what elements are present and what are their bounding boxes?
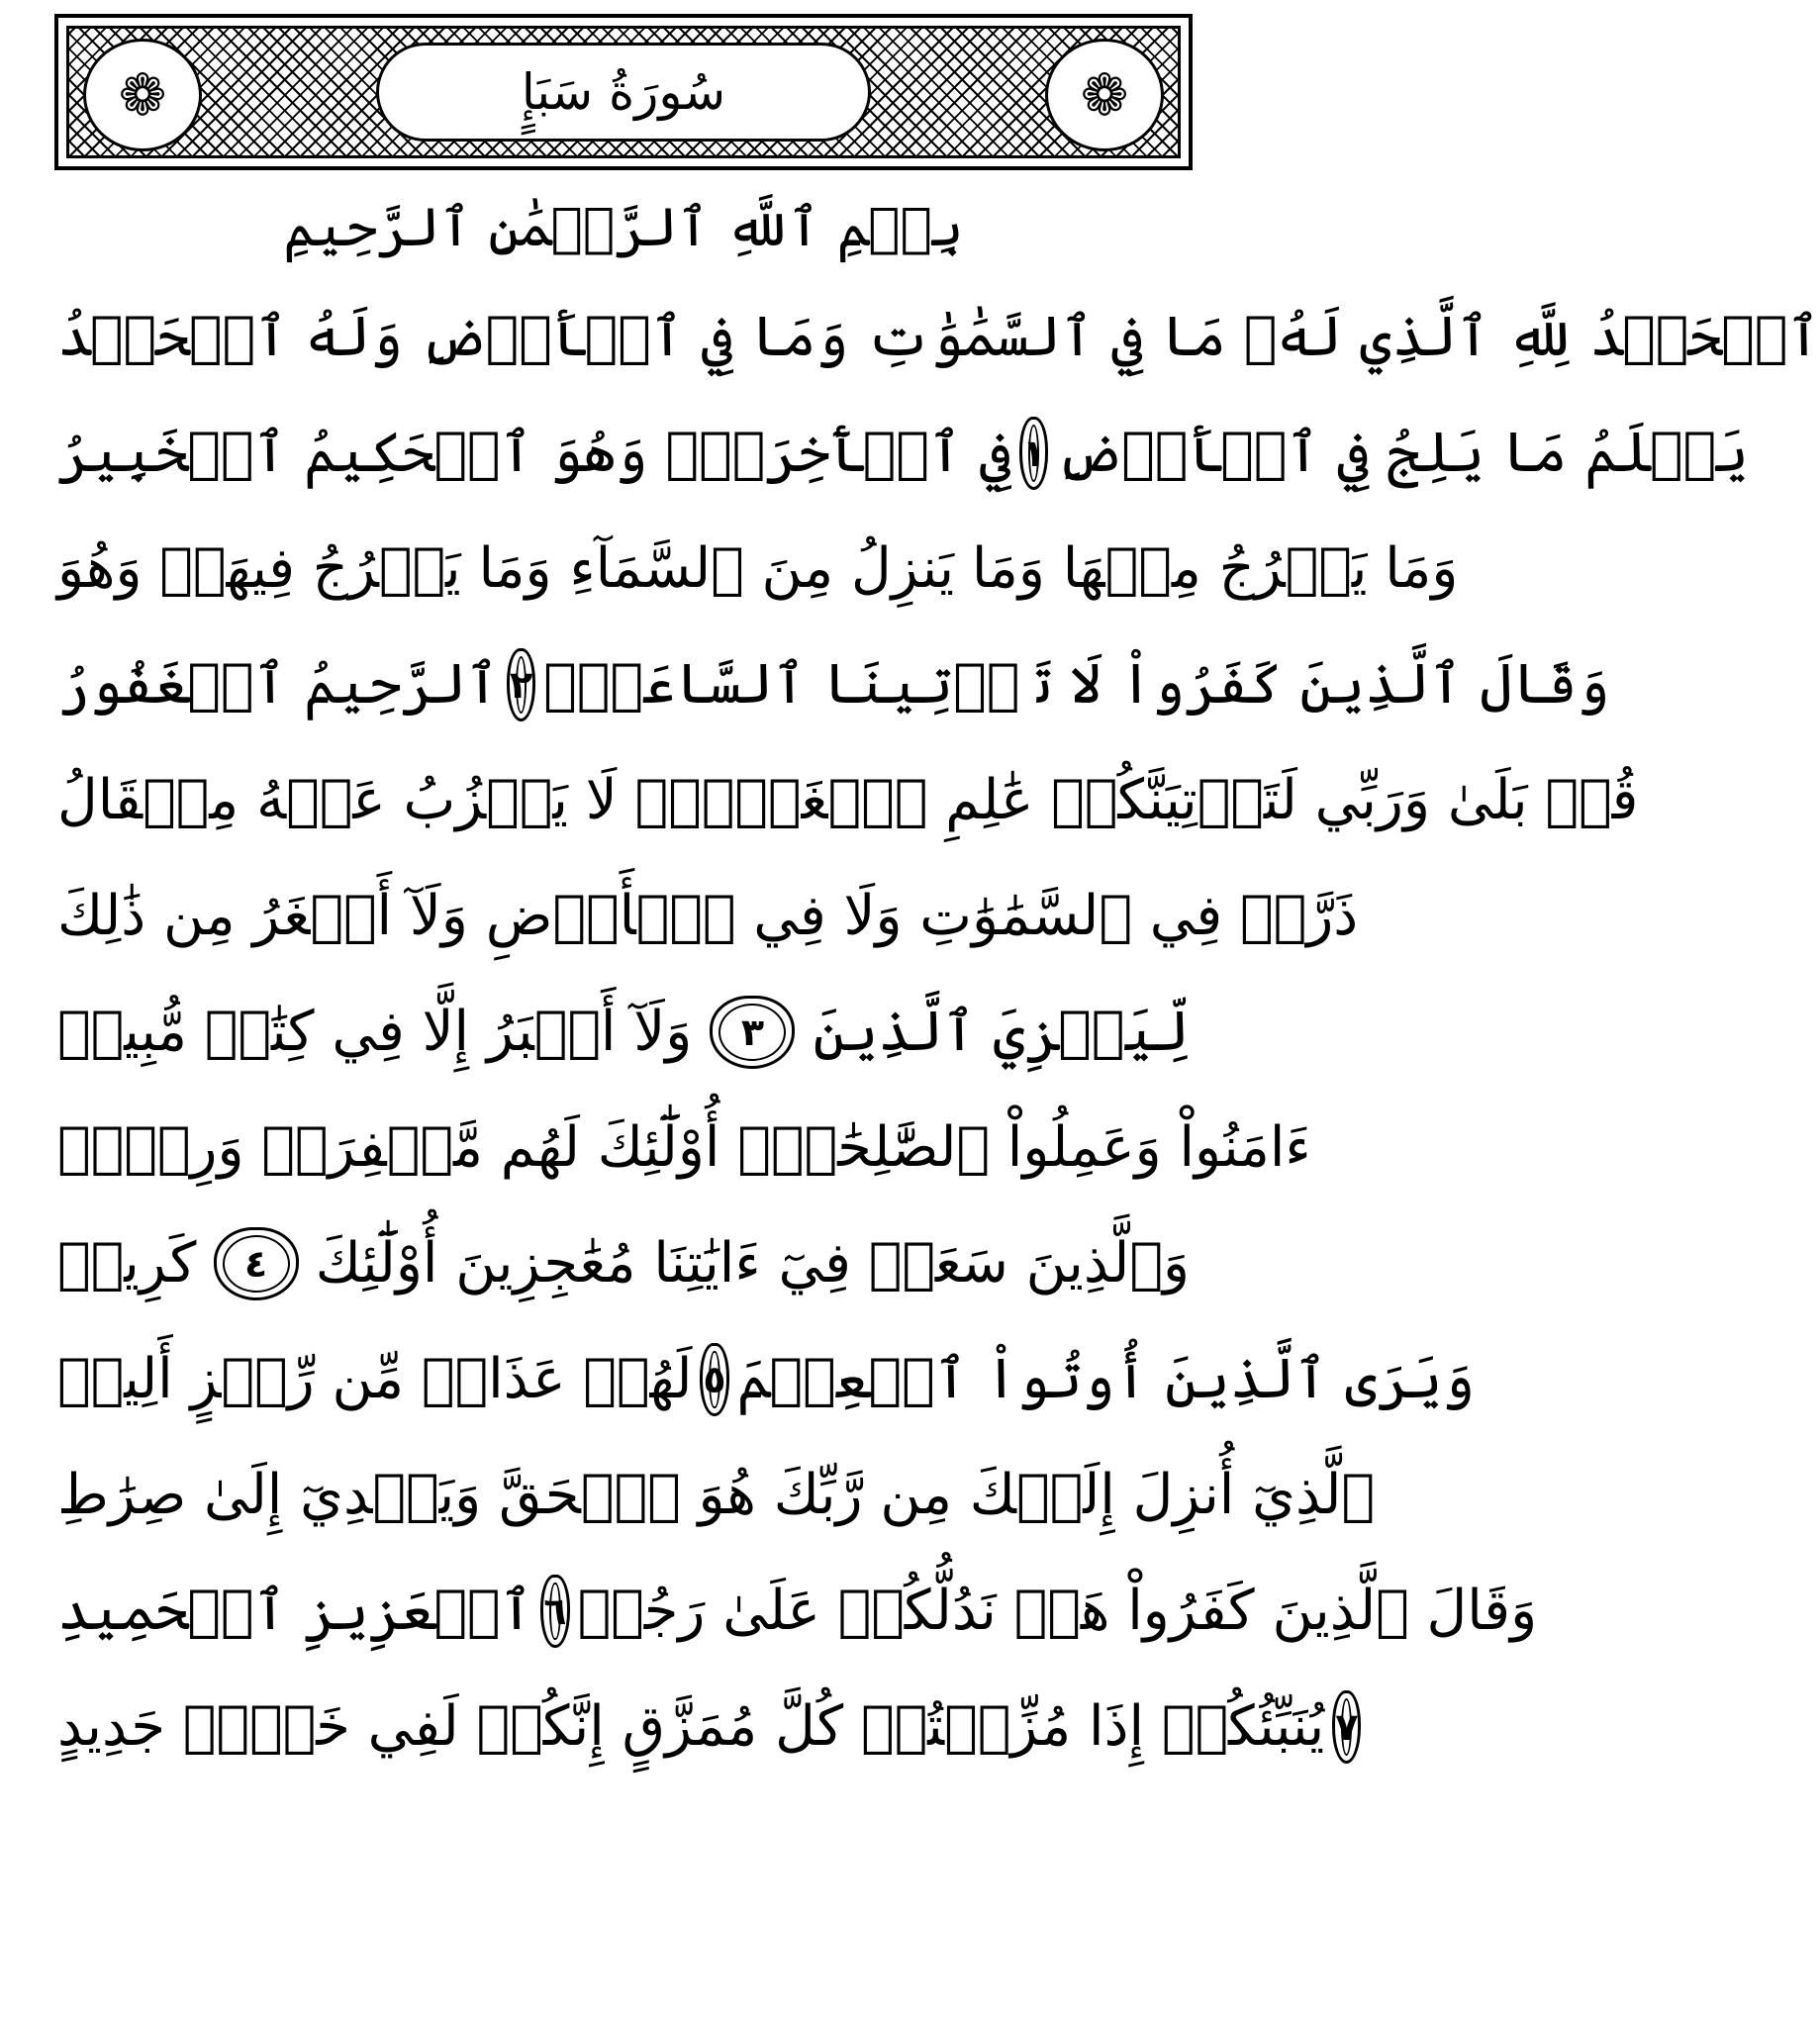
verse-line-5 [57,742,1639,858]
verse-text: فِي ٱلۡأٓخِرَةِۚ وَهُوَ ٱلۡحَكِيمُ ٱلۡخَبِيرُ [57,421,1012,485]
ayah-number-marker: ٢ [507,648,535,721]
surah-title: سُورَةُ سَبَإٍ [521,63,726,121]
verse-text: لِّيَجۡزِيَ ٱلَّذِينَ [813,1000,1190,1064]
verse-text: وَقَالَ ٱلَّذِينَ كَفَرُواْ لَا تَأۡتِينَا ٱلسَّاعَةُۖ [543,652,1610,717]
verse-text: ٱلۡعَزِيزِ ٱلۡحَمِيدِ [57,1579,533,1643]
verse-text: لَهُمۡ عَذَابٞ مِّن رِّجۡزٍ أَلِيمٞ [57,1347,693,1411]
verse-text: ٱلرَّحِيمُ ٱلۡغَفُورُ [57,652,499,717]
verse-text: ٱلَّذِيٓ أُنزِلَ إِلَيۡكَ مِن رَّبِّكَ هُوَ ٱلۡحَقَّ وَيَهۡدِيٓ إِلَىٰ صِرَٰطِ [57,1463,1376,1527]
verse-line-12 [57,1553,1538,1669]
verse-text: قُلۡ بَلَىٰ وَرَبِّي لَتَأۡتِيَنَّكُمۡ عَٰلِمِ ٱلۡغَيۡبِۖ لَا يَعۡزُبُ عَنۡهُ مِثۡقَالُ [57,768,1639,832]
verse-text: وَٱلَّذِينَ سَعَوۡ فِيٓ ءَايَٰتِنَا مُعَٰجِزِينَ أُوْلَٰٓئِكَ [315,1231,1190,1296]
ayah-number-marker: ٦ [540,1575,569,1648]
basmala: بِسۡمِ ٱللَّهِ ٱلرَّحۡمَٰنِ ٱلرَّحِيمِ [283,196,964,258]
verse-line-8 [57,1090,1311,1205]
ayah-number-marker: ١ [1019,417,1048,490]
verse-line-11 [57,1437,1376,1553]
ayah-number-marker: ٣ [710,996,795,1069]
verse-text: وَلَآ أَكۡبَرُ إِلَّا فِي كِتَٰبٖ مُّبِينٖ [57,1000,693,1064]
verse-line-2 [57,395,1749,511]
verse-text: ذَرَّةٖ فِي ٱلسَّمَٰوَٰتِ وَلَا فِي ٱلۡأَرۡضِ وَلَآ أَصۡغَرُ مِن ذَٰلِكَ [57,884,1359,948]
verse-line-3 [57,511,1459,626]
floral-ornament-icon: ❁ [83,39,202,151]
verse-line-1 [57,279,1820,395]
verse-text: وَمَا يَخۡرُجُ مِنۡهَا وَمَا يَنزِلُ مِنَ ٱلسَّمَآءِ وَمَا يَعۡرُجُ فِيهَاۚ وَهُوَ [57,536,1459,601]
verse-line-9 [57,1205,1190,1321]
verse-line-4 [57,626,1610,742]
verse-text: يَعۡلَمُ مَا يَلِجُ فِي ٱلۡأَرۡضِ [1056,421,1749,485]
verse-text: يُنَبِّئُكُمۡ إِذَا مُزِّقۡتُمۡ كُلَّ مُمَزَّقٍ إِنَّكُمۡ لَفِي خَلۡقٖ جَدِيدٍ [57,1694,1325,1759]
verse-text: وَيَرَى ٱلَّذِينَ أُوتُواْ ٱلۡعِلۡمَ [736,1347,1476,1411]
verse-text: كَرِيمٞ [57,1231,197,1296]
verse-line-6 [57,858,1359,974]
surah-title-cartouche [376,43,871,142]
verse-line-7 [57,974,1190,1090]
floral-ornament-icon: ❁ [1045,39,1164,151]
verse-text: ءَامَنُواْ وَعَمِلُواْ ٱلصَّٰلِحَٰتِۚ أُوْلَٰٓئِكَ لَهُم مَّغۡفِرَةٞ وَرِزۡقٞ [57,1115,1311,1180]
surah-header-pattern [66,26,1181,158]
verse-text: وَقَالَ ٱلَّذِينَ كَفَرُواْ هَلۡ نَدُلُّكُمۡ عَلَىٰ رَجُلٖ [577,1579,1538,1643]
surah-header-frame [54,14,1193,170]
verse-text: ٱلۡحَمۡدُ لِلَّهِ ٱلَّذِي لَهُۥ مَا فِي ٱلسَّمَٰوَٰتِ وَمَا فِي ٱلۡأَرۡضِ وَلَهُ ٱلۡحَمۡدُ [57,305,1820,369]
ayah-number-marker: ٧ [1332,1690,1361,1764]
verse-line-13 [57,1669,1359,1784]
verse-line-10 [57,1321,1476,1437]
verse-text-block [57,279,1820,1784]
ayah-number-marker: ٥ [700,1343,728,1416]
ayah-number-marker: ٤ [214,1227,299,1300]
